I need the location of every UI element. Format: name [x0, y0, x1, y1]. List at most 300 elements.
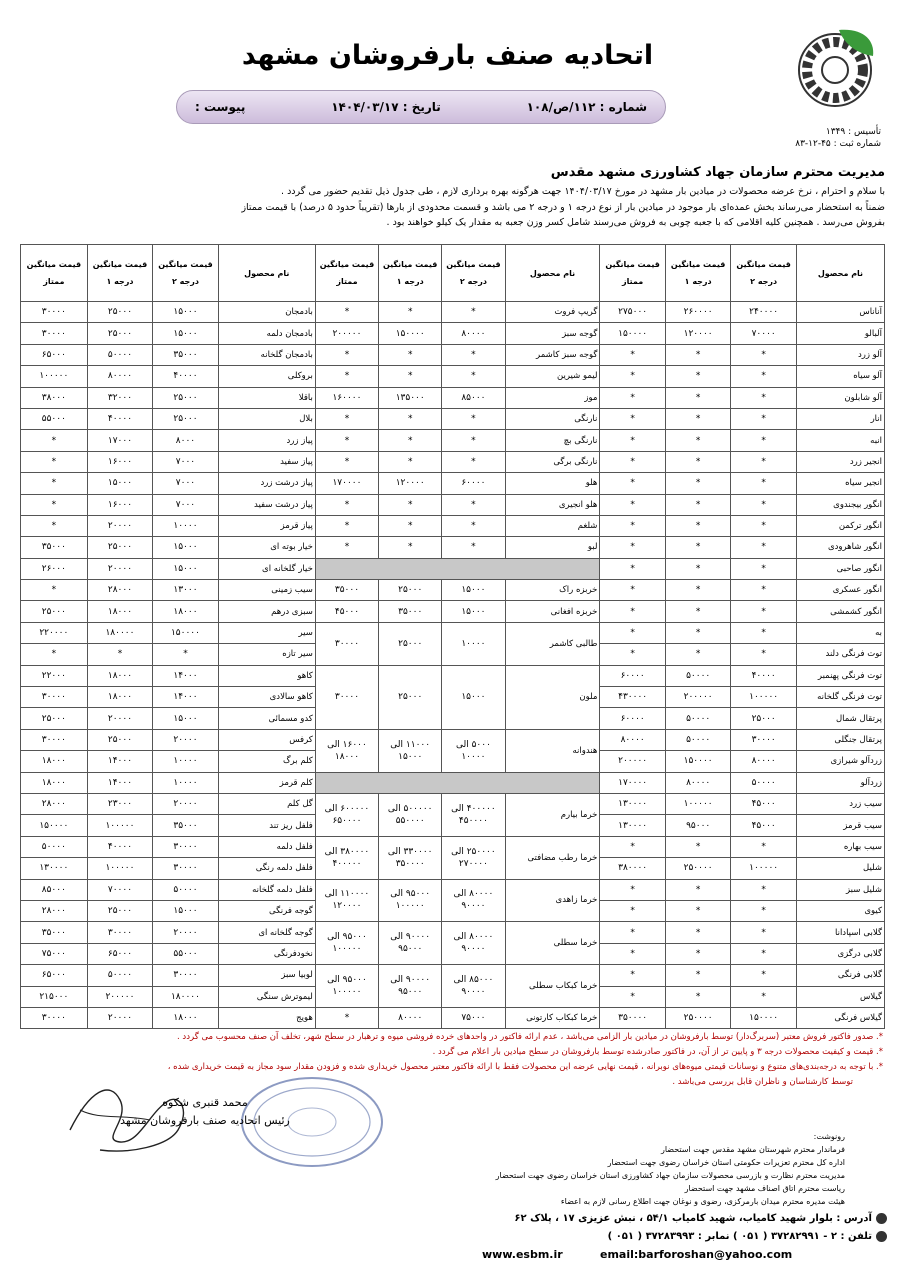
product-name: زردآلو شیرازی — [796, 751, 884, 772]
addressee: مدیریت محترم سازمان جهاد کشاورزی مشهد مقدس — [550, 165, 885, 180]
price-cell: * — [731, 943, 797, 964]
price-cell: ۷۰۰۰ — [153, 494, 219, 515]
price-cell: ۲۲۰۰۰ — [21, 665, 88, 686]
price-cell: * — [600, 836, 666, 857]
price-cell: * — [315, 344, 378, 365]
note-line: *. قیمت و کیفیت محصولات درجه ۳ و پایین تر از آن، در فاکتور صادرشده توسط بارفروشان در سطح میادین بار اعلام می گردد . — [432, 1047, 883, 1057]
price-cell: ۳۵۰۰۰ — [153, 344, 219, 365]
product-name: کلم قرمز — [218, 772, 315, 793]
header-name: نام محصول — [796, 245, 884, 302]
header-grade2: قیمت میانگین درجه ۲ — [442, 245, 505, 302]
price-cell: ۲۰۰۰۰ — [87, 515, 153, 536]
price-cell: * — [600, 580, 666, 601]
price-cell: * — [21, 473, 88, 494]
price-cell: * — [379, 515, 442, 536]
product-name: انگور شاهرودی — [796, 537, 884, 558]
price-cell: ۱۶۰۰۰ الی ۱۸۰۰۰ — [315, 729, 378, 772]
price-cell: ۱۸۰۰۰ — [21, 772, 88, 793]
product-name: بادمجان گلخانه — [218, 344, 315, 365]
price-cell: * — [731, 430, 797, 451]
product-name: خربزه راک — [505, 580, 600, 601]
copies-heading: رونوشت: — [813, 1132, 845, 1141]
price-cell: * — [442, 366, 505, 387]
price-cell: ۱۵۰۰۰۰ — [153, 622, 219, 643]
price-cell: * — [21, 644, 88, 665]
price-cell: * — [665, 408, 731, 429]
price-cell: * — [600, 558, 666, 579]
table-row — [21, 408, 885, 429]
product-name: انجیر زرد — [796, 451, 884, 472]
product-name: کرفس — [218, 729, 315, 750]
price-cell: ۷۵۰۰۰ — [442, 1007, 505, 1028]
product-name: هندوانه — [505, 729, 600, 772]
product-name: گلابی اسپادانا — [796, 922, 884, 943]
price-cell: ۵۵۰۰۰ — [153, 943, 219, 964]
price-cell: * — [442, 515, 505, 536]
price-cell: * — [731, 408, 797, 429]
price-cell: ۱۸۰۰۰ — [87, 601, 153, 622]
price-cell: * — [731, 922, 797, 943]
intro-line: با سلام و احترام ، نرخ عرضه محصولات در میادین بار مشهد در مورخ ۱۴۰۴/۰۳/۱۷ جهت هرگونه بهره برداری لازم ، طی جدول ذیل تقدیم حضور می گردد . — [281, 186, 885, 197]
note-line: توسط کارشناسان و ناظران قابل بررسی می‌باشد . — [672, 1077, 853, 1087]
product-name: لوبیا سبز — [218, 965, 315, 986]
table-row — [21, 387, 885, 408]
product-name: خیار گلخانه ای — [218, 558, 315, 579]
price-cell: ۸۰۰۰۰ — [442, 323, 505, 344]
price-cell: * — [731, 473, 797, 494]
price-cell: ۳۵۰۰۰ — [315, 580, 378, 601]
product-name: گوجه گلخانه ای — [218, 922, 315, 943]
price-cell: * — [379, 430, 442, 451]
price-cell: ۱۰۰۰۰۰ — [731, 687, 797, 708]
price-cell: ۳۰۰۰۰ — [153, 836, 219, 857]
price-cell: * — [731, 515, 797, 536]
price-cell: ۱۴۰۰۰ — [153, 665, 219, 686]
price-cell: * — [665, 644, 731, 665]
price-cell: * — [442, 344, 505, 365]
price-cell: ۱۵۰۰۰۰ — [600, 323, 666, 344]
table-row — [21, 323, 885, 344]
header-grade1: قیمت میانگین درجه ۱ — [665, 245, 731, 302]
price-cell: ۲۱۵۰۰۰ — [21, 986, 88, 1007]
price-cell: * — [21, 515, 88, 536]
price-cell: ۱۸۰۰۰ — [153, 1007, 219, 1028]
product-name: انگور عسکری — [796, 580, 884, 601]
product-name: پیاز سفید — [218, 451, 315, 472]
price-cell: ۸۵۰۰۰ — [21, 879, 88, 900]
price-cell: ۲۲۰۰۰۰ — [21, 622, 88, 643]
price-cell: ۱۰۰۰۰ — [153, 751, 219, 772]
product-name: پیاز قرمز — [218, 515, 315, 536]
price-cell: ۲۰۰۰۰ — [87, 1007, 153, 1028]
product-name: خربزه افغانی — [505, 601, 600, 622]
product-name: باقلا — [218, 387, 315, 408]
table-row — [21, 665, 885, 686]
price-cell: ۳۰۰۰۰ — [21, 302, 88, 323]
price-cell: ۸۰۰۰ — [153, 430, 219, 451]
price-cell: ۴۰۰۰۰ — [87, 408, 153, 429]
price-cell: ۳۰۰۰۰ — [315, 665, 378, 729]
price-cell: ۳۵۰۰۰ — [21, 922, 88, 943]
price-cell: * — [665, 344, 731, 365]
product-name: توت فرنگی گلخانه — [796, 687, 884, 708]
price-cell: ۱۳۰۰۰۰ — [21, 858, 88, 879]
price-cell: ۳۵۰۰۰ — [379, 601, 442, 622]
price-cell: ۷۰۰۰۰ — [731, 323, 797, 344]
product-name: انگور ترکمن — [796, 515, 884, 536]
product-name: گلابی فرنگی — [796, 965, 884, 986]
price-cell: ۷۰۰۰۰ — [87, 879, 153, 900]
price-cell: ۵۵۰۰۰ — [21, 408, 88, 429]
price-cell: * — [665, 473, 731, 494]
price-cell: * — [600, 986, 666, 1007]
header-grade2: قیمت میانگین درجه ۲ — [731, 245, 797, 302]
note-line: *. صدور فاکتور فروش معتبر (سربرگ‌دار) توسط بارفروشان در میادین بار الزامی می‌باشد ، عدم ارائه فاکتور در واحدهای خرده فروشی میوه و ترهبار در سطح شهر، تخلف آن صنف محسوب می گردد . — [177, 1032, 883, 1042]
product-name: نارنگی — [505, 408, 600, 429]
product-name: گل کلم — [218, 793, 315, 814]
price-cell: * — [731, 622, 797, 643]
established-text: تأسیس : ۱۳۴۹ — [825, 127, 881, 137]
price-cell: * — [153, 644, 219, 665]
price-cell: * — [315, 537, 378, 558]
price-cell: ۲۳۰۰۰ — [87, 793, 153, 814]
price-cell: ۷۵۰۰۰ — [21, 943, 88, 964]
product-name: خرما رطب مضافتی — [505, 836, 600, 879]
price-cell: ۶۵۰۰۰ — [21, 965, 88, 986]
price-cell: ۳۰۰۰۰ — [153, 965, 219, 986]
price-cell: ۱۴۰۰۰ — [87, 772, 153, 793]
price-cell: * — [600, 387, 666, 408]
product-name: نارنگی برگی — [505, 451, 600, 472]
price-cell: ۴۰۰۰۰ — [87, 836, 153, 857]
price-cell: ۴۵۰۰۰ — [731, 793, 797, 814]
table-row — [21, 922, 885, 943]
price-cell: ۲۰۰۰۰ — [153, 922, 219, 943]
product-name: سیر تازه — [218, 644, 315, 665]
price-cell: ۲۵۰۰۰ — [379, 622, 442, 665]
product-name: آلو سیاه — [796, 366, 884, 387]
footer-contact — [480, 1210, 887, 1246]
price-cell: ۱۰۰۰۰۰ — [665, 793, 731, 814]
table-row — [21, 558, 885, 579]
product-name: آلو زرد — [796, 344, 884, 365]
product-name: توت فرنگی پهنمبر — [796, 665, 884, 686]
price-cell: ۷۰۰۰ — [153, 451, 219, 472]
product-name: خرما زاهدی — [505, 879, 600, 922]
price-cell: * — [379, 451, 442, 472]
price-cell: * — [600, 408, 666, 429]
product-name: لیمو شیرین — [505, 366, 600, 387]
table-row — [21, 836, 885, 857]
price-cell: ۱۰۰۰۰۰ — [87, 858, 153, 879]
price-cell: ۶۵۰۰۰ — [21, 344, 88, 365]
price-cell: ۱۶۰۰۰۰ — [315, 387, 378, 408]
price-cell: ۱۵۰۰۰ — [442, 580, 505, 601]
price-cell: * — [379, 408, 442, 429]
price-cell: ۴۰۰۰۰ — [153, 366, 219, 387]
price-cell: ۹۰۰۰۰ الی ۹۵۰۰۰ — [379, 965, 442, 1008]
product-name: ملون — [505, 665, 600, 729]
product-name: کاهو سالادی — [218, 687, 315, 708]
price-cell: ۸۵۰۰۰ — [442, 387, 505, 408]
price-cell: * — [442, 302, 505, 323]
price-cell: ۵۰۰۰۰ — [87, 965, 153, 986]
price-cell: * — [731, 965, 797, 986]
price-cell: ۸۰۰۰۰ — [379, 1007, 442, 1028]
price-cell: * — [731, 494, 797, 515]
price-cell: ۵۰۰۰۰ — [21, 836, 88, 857]
price-cell: ۲۷۵۰۰۰ — [600, 302, 666, 323]
product-name: گوجه سبز — [505, 323, 600, 344]
product-name: فلفل ریز تند — [218, 815, 315, 836]
price-cell: ۳۲۰۰۰ — [87, 387, 153, 408]
footer-phone: تلفن : ۲ - ۳۷۲۸۲۹۹۱ ( ۰۵۱ ) نمابر : ۳۷۲۸۳۹۹۳ ( ۰۵۱ ) — [607, 1231, 872, 1242]
table-row — [21, 772, 885, 793]
product-name: شلغم — [505, 515, 600, 536]
product-name: هویج — [218, 1007, 315, 1028]
product-name: گریپ فروت — [505, 302, 600, 323]
price-cell: * — [315, 430, 378, 451]
footer-email[interactable]: email:barforoshan@yahoo.com — [600, 1248, 793, 1261]
price-cell: ۱۲۰۰۰۰ — [379, 473, 442, 494]
table-row — [21, 601, 885, 622]
price-cell: ۱۸۰۰۰۰ — [153, 986, 219, 1007]
bullet-icon — [876, 1213, 887, 1224]
header-name: نام محصول — [505, 245, 600, 302]
price-cell: * — [21, 494, 88, 515]
price-cell: ۸۰۰۰۰ الی ۹۰۰۰۰ — [442, 922, 505, 965]
price-cell: ۱۰۰۰۰ — [442, 622, 505, 665]
product-name: بادمجان دلمه — [218, 323, 315, 344]
product-name: سیب قرمز — [796, 815, 884, 836]
price-cell: ۱۷۰۰۰۰ — [600, 772, 666, 793]
header-grade1: قیمت میانگین درجه ۱ — [379, 245, 442, 302]
bullet-icon — [876, 1231, 887, 1242]
intro-line: بفروش می‌رسد . همچنین کلیه اقلامی که با جعبه چوبی به فروش می‌رسند شامل کسر وزن جعبه به مقدار یک کیلو خواهند بود . — [386, 217, 885, 228]
price-cell: ۱۰۰۰۰۰ — [21, 366, 88, 387]
price-cell: ۱۵۰۰۰ — [153, 558, 219, 579]
copy-recipient: فرماندار محترم شهرستان مشهد مقدس جهت استحضار — [660, 1145, 845, 1154]
price-cell: * — [731, 879, 797, 900]
table-row — [21, 344, 885, 365]
price-cell: ۳۰۰۰۰ — [315, 622, 378, 665]
price-cell: ۸۰۰۰۰ — [665, 772, 731, 793]
price-cell: ۲۵۰۰۰ — [21, 601, 88, 622]
price-cell: ۱۵۰۰۰ — [153, 708, 219, 729]
price-cell: ۹۰۰۰۰ الی ۹۵۰۰۰ — [379, 922, 442, 965]
price-cell: ۷۰۰۰ — [153, 473, 219, 494]
product-name: خرما سطلی — [505, 922, 600, 965]
price-cell: ۳۰۰۰۰ — [21, 323, 88, 344]
price-cell: ۱۸۰۰۰ — [153, 601, 219, 622]
product-name: پرتقال شمال — [796, 708, 884, 729]
price-cell: ۸۰۰۰۰ — [87, 366, 153, 387]
header-premium: قیمت میانگین ممتاز — [21, 245, 88, 302]
price-cell: ۱۰۰۰۰۰ — [731, 858, 797, 879]
header-grade2: قیمت میانگین درجه ۲ — [153, 245, 219, 302]
product-name: پیاز درشت زرد — [218, 473, 315, 494]
price-cell: ۲۵۰۰۰ — [731, 708, 797, 729]
table-row — [21, 451, 885, 472]
product-name: پرتقال جنگلی — [796, 729, 884, 750]
price-cell: ۳۵۰۰۰۰ — [600, 1007, 666, 1028]
price-cell: ۳۰۰۰۰ — [153, 858, 219, 879]
product-name: بادمجان — [218, 302, 315, 323]
copy-recipient: ریاست محترم اتاق اصناف مشهد جهت استحضار — [684, 1184, 845, 1193]
price-cell: * — [379, 537, 442, 558]
price-cell: ۱۵۰۰۰ — [153, 302, 219, 323]
table-row — [21, 537, 885, 558]
price-cell: ۹۵۰۰۰ — [665, 815, 731, 836]
product-name: پیاز درشت سفید — [218, 494, 315, 515]
price-cell: * — [665, 943, 731, 964]
copies-list — [425, 1130, 845, 1208]
product-name: گیلاس فرنگی — [796, 1007, 884, 1028]
price-cell: * — [731, 644, 797, 665]
price-cell: ۲۵۰۰۰۰ الی ۲۷۰۰۰۰ — [442, 836, 505, 879]
price-cell: ۸۰۰۰۰ — [731, 751, 797, 772]
product-name: موز — [505, 387, 600, 408]
price-cell: * — [731, 601, 797, 622]
price-cell: * — [315, 366, 378, 387]
establishment-info — [751, 126, 881, 150]
price-cell: * — [315, 302, 378, 323]
price-cell: * — [731, 986, 797, 1007]
price-cell: ۱۸۰۰۰ — [87, 687, 153, 708]
footer-website[interactable]: www.esbm.ir — [482, 1248, 563, 1261]
price-cell: ۱۵۰۰۰۰ — [379, 323, 442, 344]
header-name: نام محصول — [218, 245, 315, 302]
header-grade1: قیمت میانگین درجه ۱ — [87, 245, 153, 302]
price-cell: ۱۵۰۰۰ — [87, 473, 153, 494]
price-cell: * — [665, 537, 731, 558]
union-logo — [793, 26, 877, 110]
price-cell: ۳۰۰۰۰ — [21, 687, 88, 708]
price-cell: ۱۵۰۰۰ — [442, 665, 505, 729]
price-cell: * — [665, 922, 731, 943]
price-cell: ۱۷۰۰۰ — [87, 430, 153, 451]
price-cell: ۵۰۰۰۰۰ الی ۵۵۰۰۰۰ — [379, 793, 442, 836]
price-cell: ۱۴۰۰۰ — [153, 687, 219, 708]
copy-recipient: مدیریت محترم نظارت و بازرسی محصولات سازمان جهاد کشاورزی استان خراسان رضوی جهت استحضار — [495, 1171, 845, 1180]
product-name: بروکلی — [218, 366, 315, 387]
price-cell: ۳۵۰۰۰ — [21, 537, 88, 558]
table-header-row — [21, 245, 885, 302]
price-cell: * — [379, 302, 442, 323]
empty-cell — [315, 558, 600, 579]
price-cell: ۱۷۰۰۰۰ — [315, 473, 378, 494]
price-cell: * — [600, 451, 666, 472]
signer-name: محمد قنبری شکوه — [162, 1096, 248, 1109]
price-cell: * — [600, 601, 666, 622]
product-name: لبو — [505, 537, 600, 558]
product-name: خرما بیارم — [505, 793, 600, 836]
price-cell: ۱۵۰۰۰ — [153, 537, 219, 558]
product-name: سیب بهاره — [796, 836, 884, 857]
product-name: سیر — [218, 622, 315, 643]
price-cell: * — [600, 900, 666, 921]
product-name: فلفل دلمه رنگی — [218, 858, 315, 879]
price-cell: ۱۰۰۰۰۰ — [87, 815, 153, 836]
price-cell: * — [731, 451, 797, 472]
product-name: آناناس — [796, 302, 884, 323]
price-cell: * — [600, 879, 666, 900]
product-name: سبزی درهم — [218, 601, 315, 622]
price-cell: * — [442, 430, 505, 451]
price-cell: ۳۸۰۰۰۰ — [600, 858, 666, 879]
price-cell: * — [665, 515, 731, 536]
price-cell: ۲۵۰۰۰ — [87, 537, 153, 558]
price-cell: * — [731, 558, 797, 579]
table-row — [21, 430, 885, 451]
price-cell: ۱۵۰۰۰ — [153, 900, 219, 921]
product-name: انار — [796, 408, 884, 429]
price-cell: * — [665, 986, 731, 1007]
price-cell: ۲۵۰۰۰ — [379, 665, 442, 729]
price-cell: ۸۰۰۰۰ — [600, 729, 666, 750]
price-cell: ۲۸۰۰۰ — [87, 580, 153, 601]
letter-info-bar — [176, 90, 666, 124]
price-cell: ۱۰۰۰۰ — [153, 515, 219, 536]
price-cell: ۹۵۰۰۰ الی ۱۰۰۰۰۰ — [315, 922, 378, 965]
price-cell: * — [600, 922, 666, 943]
product-name: گلابی درگزی — [796, 943, 884, 964]
price-cell: ۹۵۰۰۰ الی ۱۰۰۰۰۰ — [379, 879, 442, 922]
price-cell: ۲۵۰۰۰ — [87, 323, 153, 344]
price-cell: * — [665, 580, 731, 601]
copy-recipient: هیئت مدیره محترم میدان بارمرکزی، رضوی و نوغان جهت اطلاع رسانی لازم به اعضاء — [560, 1197, 845, 1206]
table-row — [21, 1007, 885, 1028]
price-cell: * — [21, 451, 88, 472]
footer-address: آدرس : بلوار شهید کامیاب، شهید کامیاب ۵۴/۱ ، نبش عزیزی ۱۷ ، پلاک ۶۲ — [514, 1213, 872, 1224]
price-cell: ۱۲۰۰۰۰ — [665, 323, 731, 344]
registration-text: شماره ثبت : ۴۵-۱۲-۸۳ — [795, 139, 881, 149]
price-cell: * — [315, 494, 378, 515]
price-cell: * — [731, 836, 797, 857]
price-cell: ۱۵۰۰۰۰ — [21, 815, 88, 836]
price-cell: * — [600, 622, 666, 643]
price-cell: ۱۸۰۰۰۰ — [87, 622, 153, 643]
price-cell: * — [600, 965, 666, 986]
price-cell: ۴۵۰۰۰ — [315, 601, 378, 622]
price-cell: ۲۰۰۰۰ — [87, 708, 153, 729]
page-title: اتحادیه صنف بارفروشان مشهد — [241, 40, 654, 71]
price-cell: * — [600, 644, 666, 665]
price-cell: ۲۶۰۰۰۰ — [665, 302, 731, 323]
price-cell: ۱۰۰۰۰ — [153, 772, 219, 793]
product-name: کاهو — [218, 665, 315, 686]
price-cell: ۱۸۰۰۰ — [87, 665, 153, 686]
table-row — [21, 729, 885, 750]
price-cell: ۱۱۰۰۰ الی ۱۵۰۰۰ — [379, 729, 442, 772]
price-cell: ۲۵۰۰۰ — [379, 580, 442, 601]
product-name: انبه — [796, 430, 884, 451]
product-name: به — [796, 622, 884, 643]
header-premium: قیمت میانگین ممتاز — [600, 245, 666, 302]
product-name: انگور بیجندوی — [796, 494, 884, 515]
product-name: فلفل دلمه — [218, 836, 315, 857]
price-cell: ۳۸۰۰۰ — [21, 387, 88, 408]
product-name: لیموترش سنگی — [218, 986, 315, 1007]
product-name: انگور صاحبی — [796, 558, 884, 579]
price-cell: ۱۵۰۰۰ — [442, 601, 505, 622]
price-cell: * — [87, 644, 153, 665]
product-name: بلال — [218, 408, 315, 429]
price-cell: ۲۰۰۰۰۰ — [600, 751, 666, 772]
price-cell: ۱۶۰۰۰ — [87, 494, 153, 515]
product-name: هلو — [505, 473, 600, 494]
price-cell: ۱۴۰۰۰ — [87, 751, 153, 772]
